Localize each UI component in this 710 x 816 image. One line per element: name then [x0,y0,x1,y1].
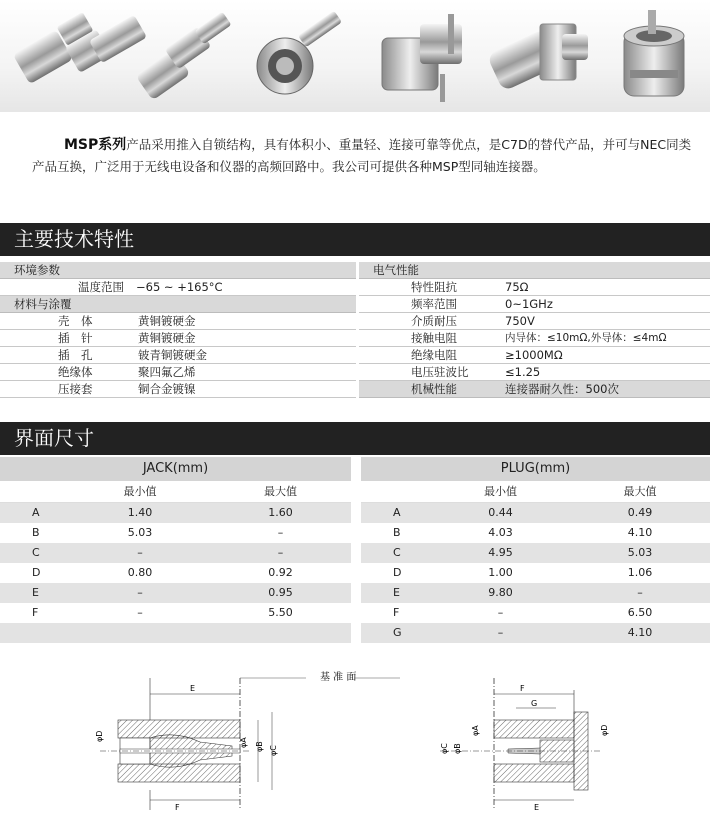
product-right-angle-plug [13,12,147,84]
table-row: B 4.03 4.10 [393,526,653,539]
product-flange-jack [487,24,588,92]
table-row: A 0.44 0.49 [361,503,710,523]
spec-group-header: 电气性能 [359,262,710,279]
plug-table-title: PLUG(mm) [361,457,710,482]
table-row: D 0.80 0.92 [32,566,293,579]
spec-row: 插 针 黄铜镀硬金 [0,330,356,347]
table-row [0,623,351,643]
plug-table-header: 最小值 最大值 [361,482,710,503]
spec-group-header: 材料与涂覆 [0,296,356,313]
plug-dim-E: E [534,803,540,812]
jack-table-header: 最小值 最大值 [0,482,351,503]
reference-plane-label: 基 准 面 [320,672,357,683]
jack-drawing [95,678,278,812]
svg-text:φC: φC [269,745,278,756]
table-row: D 1.00 1.06 [393,566,653,579]
spec-row: 压接套 铜合金镀镍 [0,381,356,398]
spec-row: 介质耐压 750V [359,313,710,330]
intro-paragraph [32,134,692,178]
jack-dim-F: F [175,803,180,812]
plug-dim-F: F [520,684,525,693]
product-pcb-right-angle [382,14,462,102]
spec-row: 绝缘电阻 ≥1000MΩ [359,347,710,364]
intro-text: 产品采用推入自锁结构，具有体积小、重量轻、连接可靠等优点，是C7D的替代产品，并可与NEC同类产品互换，广泛用于无线电设备和仪器的高频回路中。我公司可提供各种MSP型同轴连接器。 [32,137,692,174]
product-bulkhead-jack [257,11,342,94]
spec-row: 电压驻波比 ≤1.25 [359,364,710,381]
spec-row: 接触电阻 内导体：≤10mΩ,外导体：≤4mΩ [359,330,710,347]
table-row: E 9.80 – [361,583,710,603]
spec-row: 插 孔 铍青铜镀硬金 [0,347,356,364]
table-row: F – 6.50 [393,606,653,619]
section-title-dimensions: 界面尺寸 [0,422,710,455]
product-straight-plug [136,12,232,101]
table-row: B 5.03 – [32,526,284,539]
table-row: E – 0.95 [0,583,351,603]
table-row: C 4.95 5.03 [361,543,710,563]
spec-row: 壳 体 黄铜镀硬金 [0,313,356,330]
svg-text:φB: φB [255,741,264,752]
interface-drawing [0,660,710,812]
plug-dim-G: G [531,699,538,708]
interface-drawing-svg [0,660,710,812]
spec-group-header: 环境参数 [0,262,356,279]
table-row: C – – [0,543,351,563]
svg-text:φC: φC [440,743,449,754]
spec-row: 绝缘体 聚四氟乙烯 [0,364,356,381]
product-panel-receptacle [624,10,684,96]
svg-text:φA: φA [239,737,248,748]
spec-table-left [0,262,356,398]
spec-row: 温度范围 −65 ~ +165°C [0,279,356,296]
section-title-specs: 主要技术特性 [0,223,710,256]
plug-drawing [440,678,609,812]
spec-row: 特性阻抗 75Ω [359,279,710,296]
jack-dim-E: E [190,684,196,693]
product-images [0,0,710,112]
table-row: G – 4.10 [361,623,710,643]
svg-text:φD: φD [95,730,104,742]
svg-text:φD: φD [600,724,609,736]
table-row: A 1.40 1.60 [0,503,351,523]
spec-row: 频率范围 0~1GHz [359,296,710,313]
series-name: MSP系列 [64,137,127,153]
spec-group-header: 机械性能 连接器耐久性：500次 [359,381,710,398]
jack-table-title: JACK(mm) [0,457,351,482]
jack-dimensions-table [0,457,351,643]
spec-table-right [359,262,710,398]
table-row: F – 5.50 [32,606,293,619]
svg-text:φA: φA [471,725,480,736]
product-banner [0,0,710,112]
svg-text:φB: φB [453,743,462,754]
plug-dimensions-table [361,457,710,643]
